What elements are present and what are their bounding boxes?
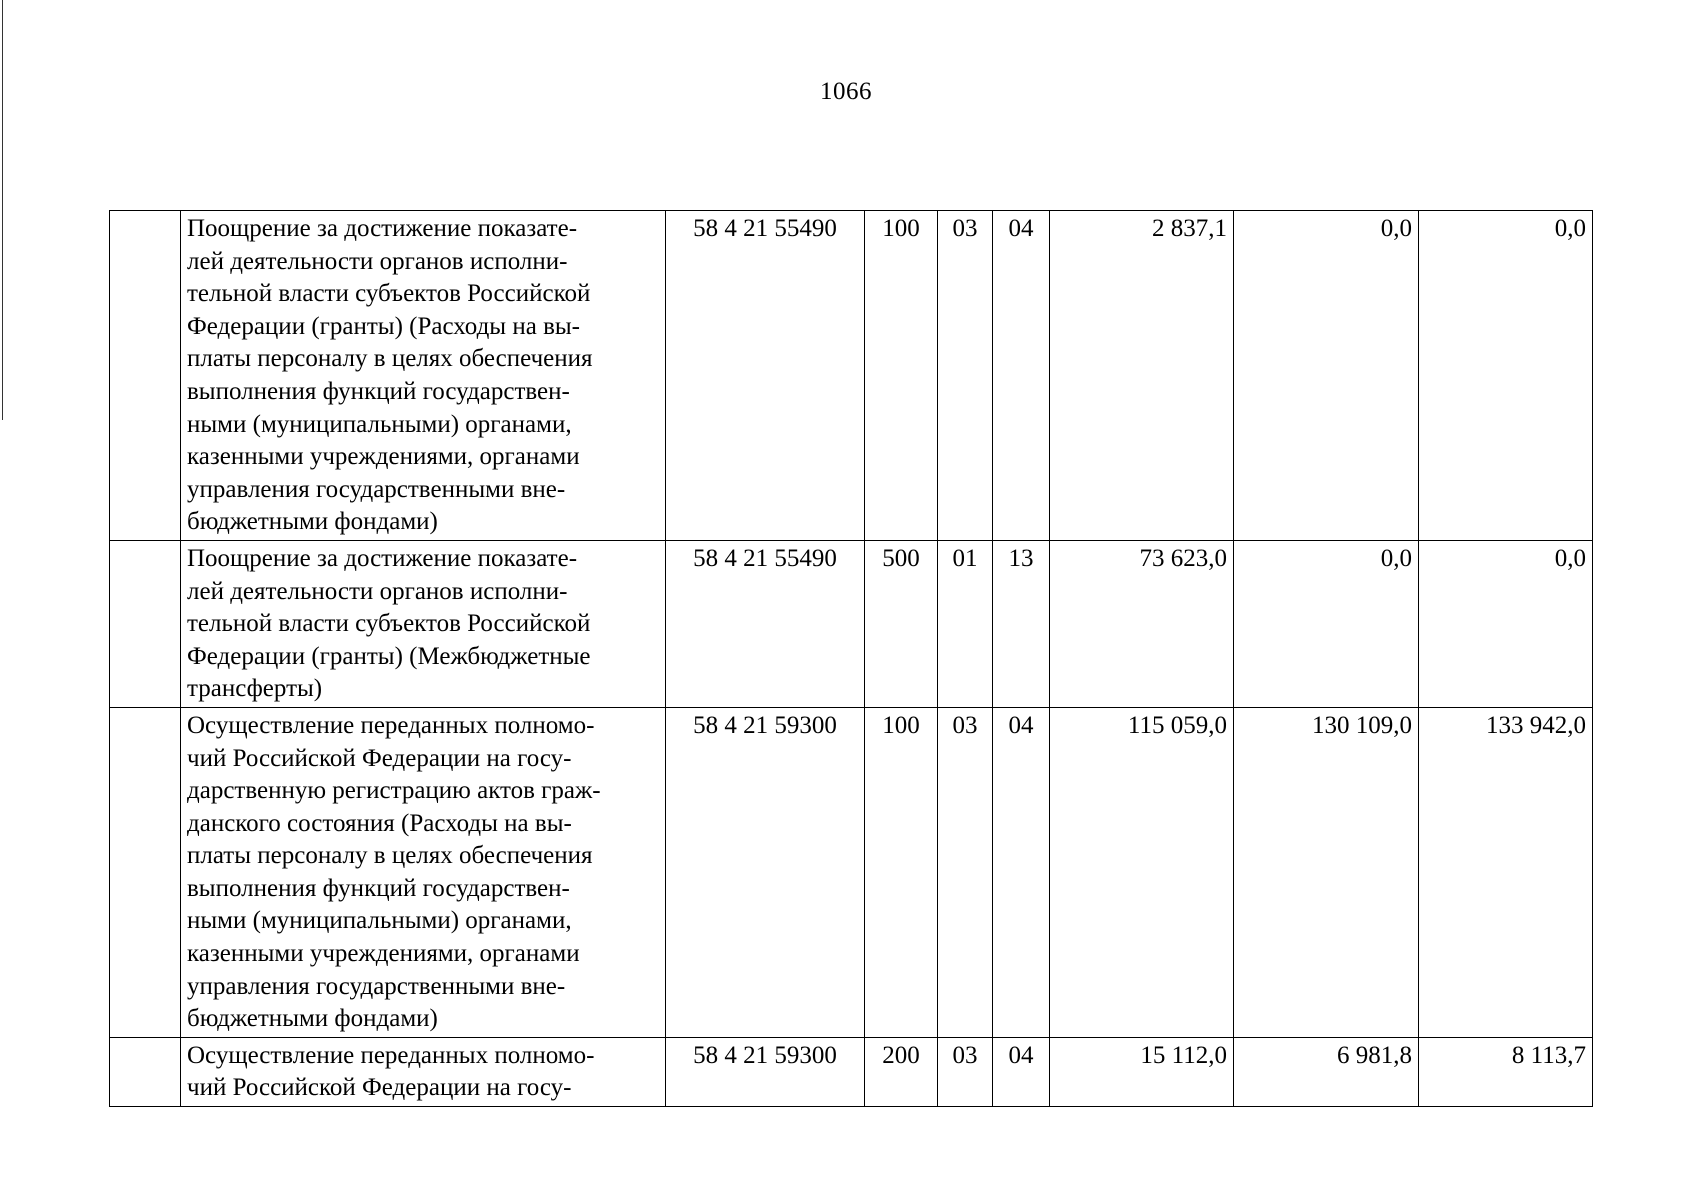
description-line: ными (муниципальными) органами, bbox=[187, 907, 572, 935]
description-line: казенными учреждениями, органами bbox=[187, 940, 580, 968]
description-line: казенными учреждениями, органами bbox=[187, 443, 580, 471]
description-line: тельной власти субъектов Российской bbox=[187, 280, 591, 308]
description-line: выполнения функций государствен- bbox=[187, 377, 570, 405]
subsection-cell: 04 bbox=[993, 1037, 1050, 1106]
description-line: трансферты) bbox=[187, 675, 323, 703]
expense-description-cell bbox=[181, 540, 666, 707]
table-row bbox=[110, 707, 1593, 1037]
table-row bbox=[110, 540, 1593, 707]
description-line: Осуществление переданных полномо- bbox=[187, 1041, 595, 1069]
expense-type-cell: 500 bbox=[865, 540, 938, 707]
amount-year-2-cell: 6 981,8 bbox=[1234, 1037, 1419, 1106]
table-body bbox=[110, 211, 1593, 1107]
description-line: бюджетными фондами) bbox=[187, 508, 438, 536]
row-index-cell bbox=[110, 211, 181, 541]
target-article-cell: 58 4 21 55490 bbox=[666, 211, 865, 541]
row-index-cell bbox=[110, 1037, 181, 1106]
expense-type-cell: 100 bbox=[865, 211, 938, 541]
amount-year-1-cell: 2 837,1 bbox=[1050, 211, 1234, 541]
description-line: ными (муниципальными) органами, bbox=[187, 410, 572, 438]
section-cell: 01 bbox=[938, 540, 993, 707]
amount-year-1-cell: 15 112,0 bbox=[1050, 1037, 1234, 1106]
table-row bbox=[110, 1037, 1593, 1106]
description-line: управления государственными вне- bbox=[187, 972, 566, 1000]
page-number: 1066 bbox=[820, 78, 872, 105]
amount-year-3-cell: 0,0 bbox=[1419, 211, 1593, 541]
expense-description-cell bbox=[181, 211, 666, 541]
expense-type-cell: 200 bbox=[865, 1037, 938, 1106]
amount-year-1-cell: 115 059,0 bbox=[1050, 707, 1234, 1037]
description-line: Осуществление переданных полномо- bbox=[187, 711, 595, 739]
subsection-cell: 04 bbox=[993, 707, 1050, 1037]
amount-year-2-cell: 0,0 bbox=[1234, 540, 1419, 707]
amount-year-3-cell: 0,0 bbox=[1419, 540, 1593, 707]
description-line: выполнения функций государствен- bbox=[187, 874, 570, 902]
description-line: платы персоналу в целях обеспечения bbox=[187, 842, 593, 870]
description-line: Поощрение за достижение показате- bbox=[187, 215, 578, 242]
target-article-cell: 58 4 21 59300 bbox=[666, 1037, 865, 1106]
amount-year-2-cell: 130 109,0 bbox=[1234, 707, 1419, 1037]
description-line: чий Российской Федерации на госу- bbox=[187, 1074, 572, 1102]
description-line: Федерации (гранты) (Расходы на вы- bbox=[187, 312, 581, 340]
section-cell: 03 bbox=[938, 707, 993, 1037]
description-line: дарственную регистрацию актов граж- bbox=[187, 777, 601, 805]
amount-year-2-cell: 0,0 bbox=[1234, 211, 1419, 541]
expense-description-cell bbox=[181, 1037, 666, 1106]
section-cell: 03 bbox=[938, 211, 993, 541]
target-article-cell: 58 4 21 55490 bbox=[666, 540, 865, 707]
description-line: данского состояния (Расходы на вы- bbox=[187, 809, 572, 837]
description-line: лей деятельности органов исполни- bbox=[187, 247, 568, 275]
table-row bbox=[110, 211, 1593, 541]
subsection-cell: 13 bbox=[993, 540, 1050, 707]
budget-allocation-table bbox=[109, 210, 1593, 1107]
description-line: Федерации (гранты) (Межбюджетные bbox=[187, 642, 591, 670]
row-index-cell bbox=[110, 540, 181, 707]
description-line: платы персоналу в целях обеспечения bbox=[187, 345, 593, 373]
section-cell: 03 bbox=[938, 1037, 993, 1106]
scan-edge-line bbox=[2, 0, 3, 420]
description-line: бюджетными фондами) bbox=[187, 1005, 438, 1033]
amount-year-3-cell: 133 942,0 bbox=[1419, 707, 1593, 1037]
row-index-cell bbox=[110, 707, 181, 1037]
description-line: тельной власти субъектов Российской bbox=[187, 610, 591, 638]
expense-type-cell: 100 bbox=[865, 707, 938, 1037]
description-line: чий Российской Федерации на госу- bbox=[187, 744, 572, 772]
description-line: Поощрение за достижение показате- bbox=[187, 544, 578, 572]
description-line: лей деятельности органов исполни- bbox=[187, 577, 568, 605]
expense-description-cell bbox=[181, 707, 666, 1037]
amount-year-1-cell: 73 623,0 bbox=[1050, 540, 1234, 707]
subsection-cell: 04 bbox=[993, 211, 1050, 541]
description-line: управления государственными вне- bbox=[187, 475, 566, 503]
amount-year-3-cell: 8 113,7 bbox=[1419, 1037, 1593, 1106]
target-article-cell: 58 4 21 59300 bbox=[666, 707, 865, 1037]
